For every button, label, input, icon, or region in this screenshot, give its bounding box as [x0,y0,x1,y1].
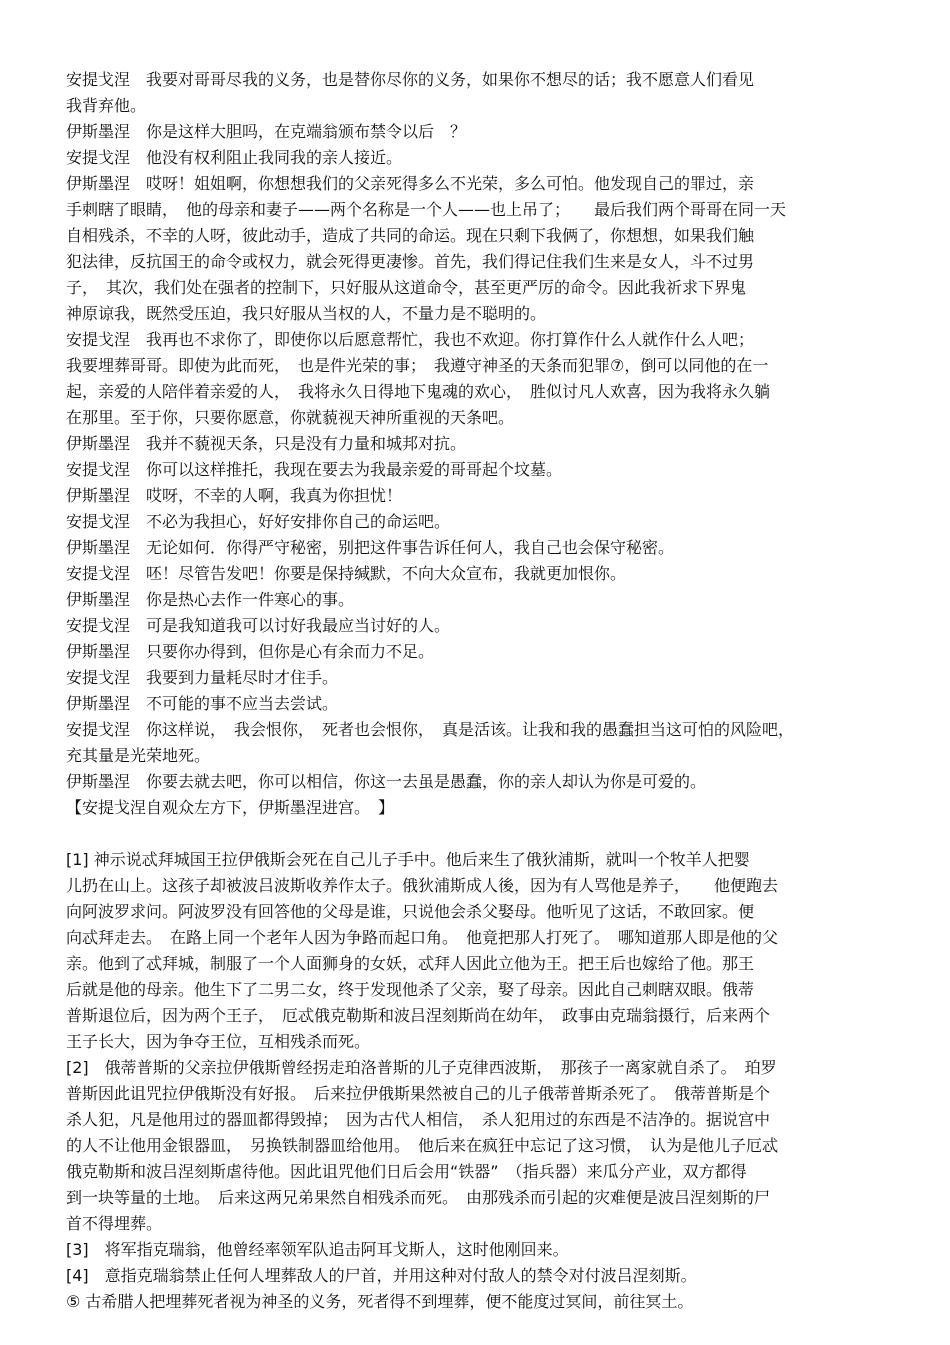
dialogue-line: 充其量是光荣地死。 [66,746,211,765]
dialogue-line: 安提戈涅 他没有权利阻止我同我的亲人接近。 [66,148,403,167]
dialogue-line: 安提戈涅 你这样说， 我会恨你， 死者也会恨你， 真是活该。让我和我的愚蠢担当这可怕的风险吧， [66,720,795,739]
footnote-line: [4] 意指克瑞翁禁止任何人埋葬敌人的尸首，并用这种对付敌人的禁令对付波吕涅刻斯。 [66,1266,697,1285]
dialogue-line: 子， 其次，我们处在强者的控制下，只好服从这道命令，甚至更严厉的命令。因此我祈求下界鬼 [66,278,747,297]
dialogue-line: 安提戈涅 我再也不求你了，即使你以后愿意帮忙，我也不欢迎。你打算作什么人就作什么人吧； [66,330,755,349]
footnote-line: 首不得埋葬。 [66,1214,163,1233]
dialogue-line: 伊斯墨涅 只要你办得到，但你是心有余而力不足。 [66,642,435,661]
dialogue-line: 安提戈涅 可是我知道我可以讨好我最应当讨好的人。 [66,616,451,635]
dialogue-line: 安提戈涅 我要到力量耗尽时才住手。 [66,668,339,687]
dialogue-line: 伊斯墨涅 你是这样大胆吗，在克端翁颁布禁令以后 ？ [66,122,467,141]
dialogue-line: 伊斯墨涅 你是热心去作一件寒心的事。 [66,590,355,609]
dialogue-line: 伊斯墨涅 我并不藐视天条，只是没有力量和城邦对抗。 [66,434,467,453]
footnote-line: ⑤ 古希腊人把埋葬死者视为神圣的义务，死者得不到埋葬，便不能度过冥间，前往冥土。 [66,1292,694,1311]
dialogue-line: 伊斯墨涅 无论如何．你得严守秘密，别把这件事告诉任何人，我自己也会保守秘密。 [66,538,675,557]
dialogue-line: 起，亲爱的人陪伴着亲爱的人， 我将永久日得地下鬼魂的欢心， 胜似讨凡人欢喜，因为我将永久躺 [66,382,771,401]
footnote-line: 后就是他的母亲。他生下了二男二女，终于发现他杀了父亲，娶了母亲。因此自己刺瞎双眼。俄蒂 [66,980,755,999]
footnote-line: [2] 俄蒂普斯的父亲拉伊俄斯曾经拐走珀洛普斯的儿子克律西波斯， 那孩子一离家就自杀了。 珀罗 [66,1058,777,1077]
footnote-line: 普斯退位后，因为两个王子， 厄忒俄克勒斯和波吕涅刻斯尚在幼年， 政事由克瑞翁摄行，后来两个 [66,1006,771,1025]
footnote-line: 杀人犯，凡是他用过的器皿都得毁掉； 因为古代人相信， 杀人犯用过的东西是不洁净的。据说宫中 [66,1110,771,1129]
dialogue-line: 伊斯墨涅 你要去就去吧，你可以相信，你这一去虽是愚蠢，你的亲人却认为你是可爱的。 [66,772,707,791]
footnote-line: 向忒拜走去。 在路上同一个老年人因为争路而起口角。 他竟把那人打死了。 哪知道那人即是他的父 [66,928,779,947]
dialogue-line: 我要埋葬哥哥。即使为此而死， 也是件光荣的事； 我遵守神圣的天条而犯罪⑦，倒可以同他的在一 [66,356,769,375]
dialogue-line: 伊斯墨涅 不可能的事不应当去尝试。 [66,694,339,713]
dialogue-line: 我背弃他。 [66,96,147,115]
footnote-line: [3] 将军指克瑞翁，他曾经率领军队追击阿耳戈斯人，这时他刚回来。 [66,1240,569,1259]
dialogue-line: 安提戈涅 我要对哥哥尽我的义务，也是替你尽你的义务，如果你不想尽的话；我不愿意人们看见 [66,70,755,89]
dialogue-line: 伊斯墨涅 哎呀，不幸的人啊，我真为你担忧！ [66,486,403,505]
dialogue-line: 安提戈涅 你可以这样推托，我现在要去为我最亲爱的哥哥起个坟墓。 [66,460,563,479]
dialogue-line: 伊斯墨涅 哎呀！姐姐啊，你想想我们的父亲死得多么不光荣，多么可怕。他发现自己的罪过，亲 [66,174,755,193]
dialogue-line: 神原谅我，既然受压迫，我只好服从当权的人，不量力是不聪明的。 [66,304,547,323]
stage-direction: 【安提戈涅自观众左方下，伊斯墨涅进宫。 】 [66,798,395,817]
footnote-line: 的人不让他用金银器皿， 另换铁制器皿给他用。 他后来在疯狂中忘记了这习惯， 认为是他儿子厄忒 [66,1136,779,1155]
footnote-line: 俄克勒斯和波吕涅刻斯虐待他。因此诅咒他们日后会用“铁器” （指兵器）来瓜分产业，双方都得 [66,1162,747,1181]
dialogue-line: 安提戈涅 呸！尽管告发吧！你要是保持缄默，不向大众宣布，我就更加恨你。 [66,564,627,583]
footnote-line: 向阿波罗求问。阿波罗没有回答他的父母是谁，只说他会杀父娶母。他听见了这话，不敢回家。便 [66,902,755,921]
dialogue-line: 自相残杀，不幸的人呀，彼此动手，造成了共同的命运。现在只剩下我俩了，你想想，如果我们触 [66,226,755,245]
dialogue-line: 犯法律，反抗国王的命令或权力，就会死得更凄惨。首先，我们得记住我们生来是女人，斗不过男 [66,252,755,271]
footnote-line: 王子长大，因为争夺王位，互相残杀而死。 [66,1032,371,1051]
dialogue-line: 安提戈涅 不必为我担心，好好安排你自己的命运吧。 [66,512,451,531]
footnote-line: 到一块等量的土地。 后来这两兄弟果然自相残杀而死。 由那残杀而引起的灾难便是波吕涅刻斯的尸 [66,1188,771,1207]
footnote-line: 亲。他到了忒拜城，制服了一个人面狮身的女妖，忒拜人因此立他为王。把王后也嫁给了他。那王 [66,954,755,973]
footnote-line: 普斯因此诅咒拉伊俄斯没有好报。 后来拉伊俄斯果然被自己的儿子俄蒂普斯杀死了。 俄蒂普斯是个 [66,1084,771,1103]
footnote-line: [1] 神示说忒拜城国王拉伊俄斯会死在自己儿子手中。他后来生了俄狄浦斯，就叫一个牧羊人把婴 [66,850,750,869]
footnote-line: 儿扔在山上。这孩子却被波吕波斯收养作太子。俄狄浦斯成人後，因为有人骂他是养子， 他便跑去 [66,876,779,895]
dialogue-line: 在那里。至于你，只要你愿意，你就藐视天神所重视的天条吧。 [66,408,515,427]
dialogue-line: 手刺瞎了眼睛， 他的母亲和妻子——两个名称是一个人——也上吊了； 最后我们两个哥哥在同一天 [66,200,787,219]
